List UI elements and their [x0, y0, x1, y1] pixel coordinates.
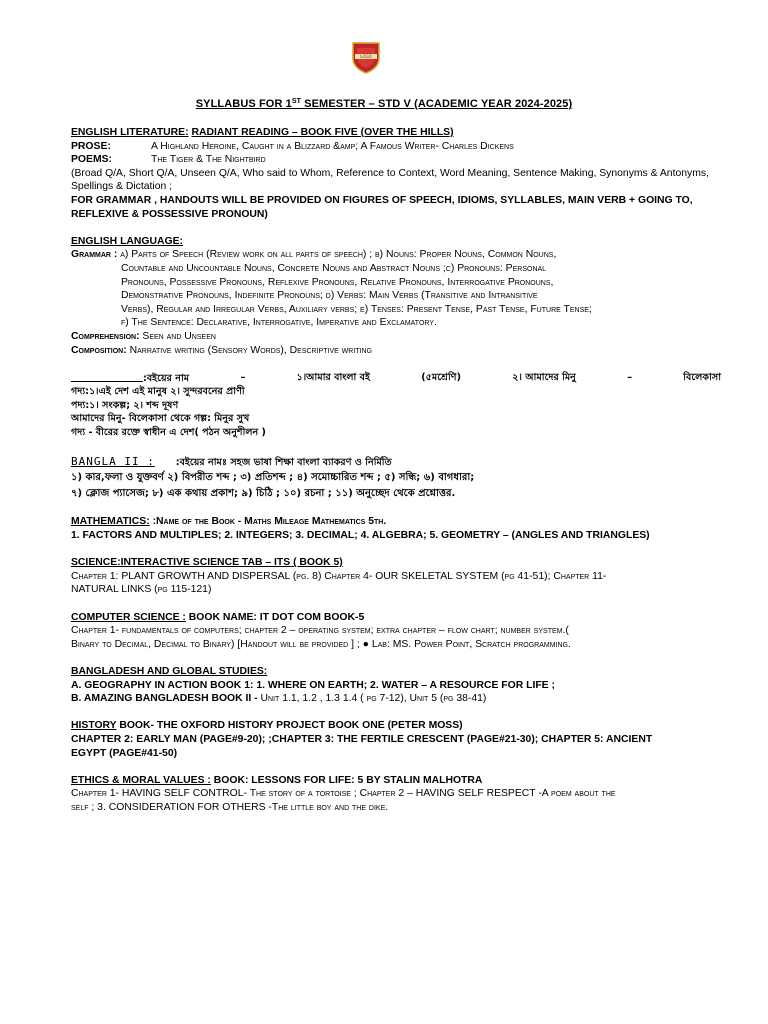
bangla-two-section [71, 455, 721, 502]
grammar-line: Pronouns, Possessive Pronouns, Reflexive Pronouns, Relative Pronouns, Interrogative Pronouns, [121, 276, 554, 288]
blank-line [71, 371, 143, 382]
bangla-one-section [71, 371, 721, 440]
prose-row: PROSE: A Highland Heroine, Caught in a Blizzard &amp; A Famous Writer- Charles Dickens [71, 140, 514, 152]
math-topics: 1. FACTORS AND MULTIPLES; 2. INTEGERS; 3. DECIMAL; 4. ALGEBRA; 5. GEOMETRY – (ANGLES AND TRIANGLES) [71, 530, 650, 542]
section-heading-science: SCIENCE:INTERACTIVE SCIENCE TAB – ITS ( BOOK 5) [71, 557, 343, 569]
prose-text: A Highland Heroine, Caught in a Blizzard &amp; A Famous Writer- Charles Dickens [151, 140, 514, 152]
ethics-section [71, 774, 721, 815]
science-line: Chapter 1: PLANT GROWTH AND DISPERSAL (pg. 8) Chapter 4- OUR SKELETAL SYSTEM (pg 41-51); Chapter 11- [71, 570, 607, 582]
grammar-line: Verbs), Regular and Irregular Verbs, Auxiliary verbs; e) Tenses: Present Tense, Past Tense, Future Tense; [121, 303, 592, 315]
section-heading-bgs: BANGLADESH AND GLOBAL STUDIES: [71, 665, 268, 677]
grammar-line: f) The Sentence: Declarative, Interrogative, Imperative and Exclamatory. [121, 317, 437, 329]
composition-label: Composition: [71, 344, 127, 356]
bangla-one-book-line: :বইয়ের নাম – ১।আমার বাংলা বই (৫মশ্রেণি) ২। আমাদের মিনু – বিলেকাসা [71, 371, 721, 386]
literature-handouts: FOR GRAMMAR , HANDOUTS WILL BE PROVIDED ON FIGURES OF SPEECH, IDIOMS, SYLLABLES, MAIN VERB + GOING TO, REFLEXIVE & POSSESSIVE PRONOUN) [71, 194, 693, 220]
section-heading-history: HISTORY [71, 720, 117, 732]
bangla-one-line: গদ্য:১।এই দেশ এই মানুষ ২। সুন্দরবনের প্রাণী [71, 386, 245, 398]
mathematics-section [71, 515, 721, 542]
grammar-line: a) Parts of Speech (Review work on all parts of speech) ; b) Nouns: Proper Nouns, Common Nouns, [117, 249, 557, 261]
science-section [71, 556, 721, 597]
poems-row: POEMS: The Tiger & The Nightbird [71, 154, 266, 166]
computer-science-section [71, 611, 721, 652]
grammar-label: Grammar : [71, 249, 118, 261]
bgs-section [71, 665, 721, 706]
computer-book: BOOK NAME: IT DOT COM BOOK-5 [185, 611, 365, 623]
ethics-line: Chapter 1- HAVING SELF CONTROL- The story of a tortoise ; Chapter 2 – HAVING SELF RESPECT -A poem about the [71, 788, 616, 800]
computer-line: Chapter 1- fundamentals of computers; chapter 2 – operating system; extra chapter – flow chart; number system.( [71, 625, 569, 637]
section-heading-ethics: ETHICS & MORAL VALUES : [71, 774, 211, 786]
poems-text: The Tiger & The Nightbird [151, 154, 266, 166]
bgs-line-b-bold: B. AMAZING BANGLADESH BOOK II - [71, 693, 258, 705]
english-language-section: ENGLISH LANGUAGE: Grammar : a) Parts of Speech (Review work on all parts of speech) ; b) Nouns: Proper Nouns, Common Nouns, Countable and Uncountable Nouns, Concrete Nouns and Abstract Nouns ;c) Pronouns: Personal Pronouns, Possessive Pronouns, Reflexive Pronouns, Relative Pronouns, Interrogative Pronouns, Demonstrative Pronouns, Indefinite Pronouns; d) Verbs: Main Verbs (Transitive and Intransitive Verbs), Regular and Irregular Verbs, Auxiliary verbs; e) Tenses: Present Tense, Past Tense, Future Tense; f) The Sentence: Declarative, Interrogative, Imperative and Exclamatory. Comprehension: Seen and Unseen Composition: Narrative writing (Sensory Words), Descriptive writing [71, 235, 721, 357]
section-heading-math: MATHEMATICS: [71, 516, 150, 528]
bangla-two-line: ১) কার,ফলা ও যুক্তবর্ণ ২) বিপরীত শব্দ ; ৩) প্রতিশব্দ ; ৪) সমোচ্চারিত শব্দ ; ৫) সন্ধি; ৬) বাগধারা; [71, 471, 475, 483]
history-book: BOOK- THE OXFORD HISTORY PROJECT BOOK ONE (PETER MOSS) [116, 720, 463, 732]
ethics-book: BOOK: LESSONS FOR LIFE: 5 BY STALIN MALHOTRA [210, 774, 483, 786]
section-heading-bangla-two: BANGLA II : [71, 455, 155, 469]
section-heading-literature: ENGLISH LITERATURE: [71, 127, 189, 138]
english-literature-section [71, 126, 721, 221]
bangla-one-line: গদ্য - বীরের রক্তে স্বাধীন এ দেশ( পঠন অনুশীলন ) [71, 427, 266, 439]
section-heading-language: ENGLISH LANGUAGE: [71, 235, 183, 247]
literature-book: RADIANT READING – BOOK FIVE (OVER THE HILLS) [191, 127, 454, 138]
literature-note: (Broad Q/A, Short Q/A, Unseen Q/A, Who said to Whom, Reference to Context, Word Meaning, Sentence Making, Synonyms & Antonyms, Spellings & Dictation ; [71, 167, 709, 193]
school-crest-icon [349, 40, 383, 74]
bangla-one-line: পদ্য:১। সংকল্প; ২। শব্দ দূষণ [71, 399, 179, 411]
computer-line: Binary to Decimal, Decimal to Binary) [Handout will be provided ] ; ● Lab: MS. Power Point, Scratch programming. [71, 638, 571, 650]
section-heading-computer: COMPUTER SCIENCE : [71, 611, 186, 623]
syllabus-content [71, 126, 721, 815]
math-book: :Name of the Book - Maths Mileage Mathematics 5th. [149, 516, 387, 528]
bangla-two-line: ৭) ক্লোজ প্যাসেজ; ৮) এক কথায় প্রকাশ; ৯) চিঠি ; ১০) রচনা ; ১১) অনুচ্ছেদ থেকে প্রশ্নোত্তর. [71, 487, 456, 499]
bangla-one-line: আমাদের মিনু- বিলেকাসা থেকে গল্প: মিনুর সুখ [71, 413, 250, 425]
logo-text: LOGO [360, 54, 372, 59]
history-section [71, 719, 721, 760]
history-line: EGYPT (PAGE#41-50) [71, 747, 178, 759]
bgs-line-a: A. GEOGRAPHY IN ACTION BOOK 1: 1. WHERE ON EARTH; 2. WATER – A RESOURCE FOR LIFE ; [71, 679, 555, 691]
history-line: CHAPTER 2: EARLY MAN (PAGE#9-20); ;CHAPTER 3: THE FERTILE CRESCENT (PAGE#21-30); CHAPTER 5: ANCIENT [71, 733, 653, 745]
comprehension-label: Comprehension: [71, 330, 140, 342]
grammar-line: Demonstrative Pronouns, Indefinite Pronouns; d) Verbs: Main Verbs (Transitive and Intransitive [121, 290, 538, 302]
bangla-two-book: :বইয়ের নামঃ সহজ ভাষা শিক্ষা বাংলা ব্যাকরণ ও নির্মিতি [175, 457, 392, 469]
grammar-line: Countable and Uncountable Nouns, Concrete Nouns and Abstract Nouns ;c) Pronouns: Personal [121, 262, 547, 274]
ethics-line: self ; 3. CONSIDERATION FOR OTHERS -The little boy and the dike. [71, 801, 389, 813]
science-line: NATURAL LINKS (pg 115-121) [71, 584, 212, 596]
bgs-line-b: Unit 1.1, 1.2 , 1.3 1.4 ( pg 7-12), Unit 5 (pg 38-41) [257, 693, 487, 705]
page-title: SYLLABUS FOR 1ST SEMESTER – STD V (ACADEMIC YEAR 2024-2025) [195, 98, 573, 110]
